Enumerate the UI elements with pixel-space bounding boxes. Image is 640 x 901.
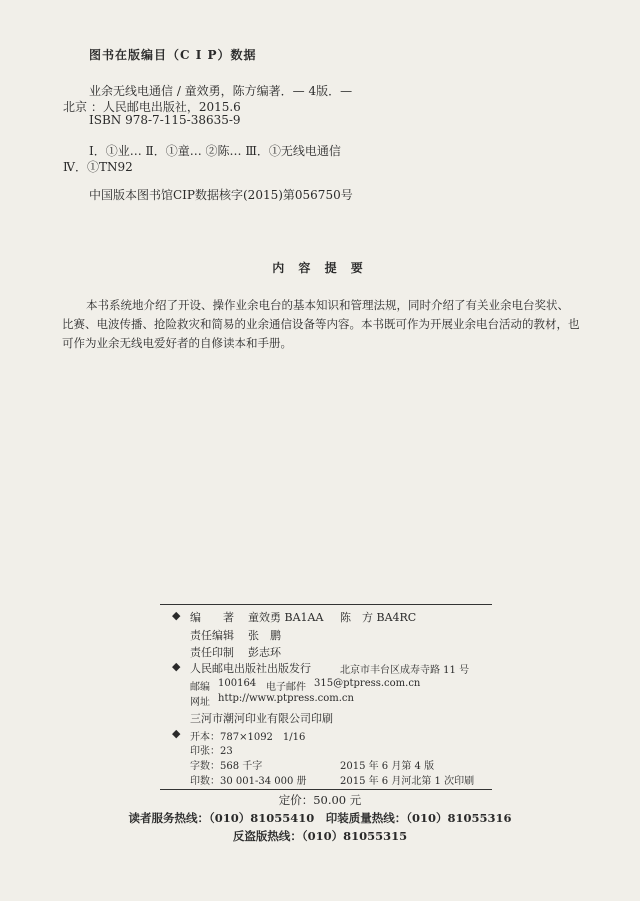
summary-heading: 内 容 提 要 — [272, 261, 368, 275]
price: 定价：50.00 元 — [278, 793, 362, 807]
cip-line-title: 业余无线电通信 / 童效勇，陈方编著．— 4版．— — [89, 84, 353, 98]
word-count: 字数：568 千字 — [190, 761, 263, 772]
printer-label: 责任印制 — [190, 646, 234, 659]
cip-heading: 图书在版编目（C I P）数据 — [89, 48, 257, 62]
cip-line-isbn: ISBN 978-7-115-38635-9 — [89, 113, 241, 127]
email: 315@ptpress.com.cn — [314, 678, 421, 689]
imprint-top-rule — [160, 604, 492, 605]
email-label: 电子邮件 — [266, 682, 306, 693]
print-house: 三河市潮河印业有限公司印刷 — [190, 712, 333, 725]
publisher: 人民邮电出版社出版发行 — [190, 662, 311, 675]
printer-name: 彭志环 — [248, 646, 281, 659]
editor-label: 责任编辑 — [190, 629, 234, 642]
editor-name: 张 鹏 — [248, 629, 281, 642]
edition: 2015 年 6 月第 4 版 — [340, 761, 435, 772]
cip-line-subjects: Ⅰ．①业… Ⅱ．①童… ②陈… Ⅲ．①无线电通信 — [89, 144, 341, 158]
diamond-bullet: ◆ — [172, 727, 181, 740]
cip-line-record: 中国版本图书馆CIP数据核字(2015)第056750号 — [89, 188, 353, 202]
web-label: 网址 — [190, 697, 210, 708]
imprint-bottom-rule — [160, 789, 492, 790]
authors-label: 编 著 — [190, 611, 234, 624]
author-1: 童效勇 BA1AA — [248, 611, 324, 624]
service-hotline: 读者服务热线：（010）81055410 印装质量热线：（010）81055316 — [128, 811, 512, 825]
cip-line-publisher: 北京 ：人民邮电出版社，2015.6 — [63, 100, 241, 114]
printing: 2015 年 6 月河北第 1 次印刷 — [340, 776, 475, 787]
copies: 印数：30 001-34 000 册 — [190, 776, 307, 787]
format: 开本：787×1092 1/16 — [190, 732, 306, 743]
web-address: http://www.ptpress.com.cn — [218, 693, 354, 704]
postcode-label: 邮编 — [190, 682, 210, 693]
sheets: 印张：23 — [190, 746, 233, 757]
diamond-bullet: ◆ — [172, 660, 181, 673]
diamond-bullet: ◆ — [172, 609, 181, 622]
cip-line-class: Ⅳ．①TN92 — [63, 160, 133, 174]
piracy-hotline: 反盗版热线：（010）81055315 — [232, 829, 408, 843]
summary-body: 本书系统地介绍了开设、操作业余电台的基本知识和管理法规，同时介绍了有关业余电台奖状、比赛、电波传播、抢险救灾和简易的业余通信设备等内容。本书既可作为开展业余电台活动的教材，也可作为业余无线电爱好者的自修读本和手册。 — [62, 298, 580, 350]
postcode: 100164 — [218, 678, 257, 689]
author-2: 陈 方 BA4RC — [340, 611, 417, 624]
publisher-address: 北京市丰台区成寿寺路 11 号 — [340, 665, 470, 676]
